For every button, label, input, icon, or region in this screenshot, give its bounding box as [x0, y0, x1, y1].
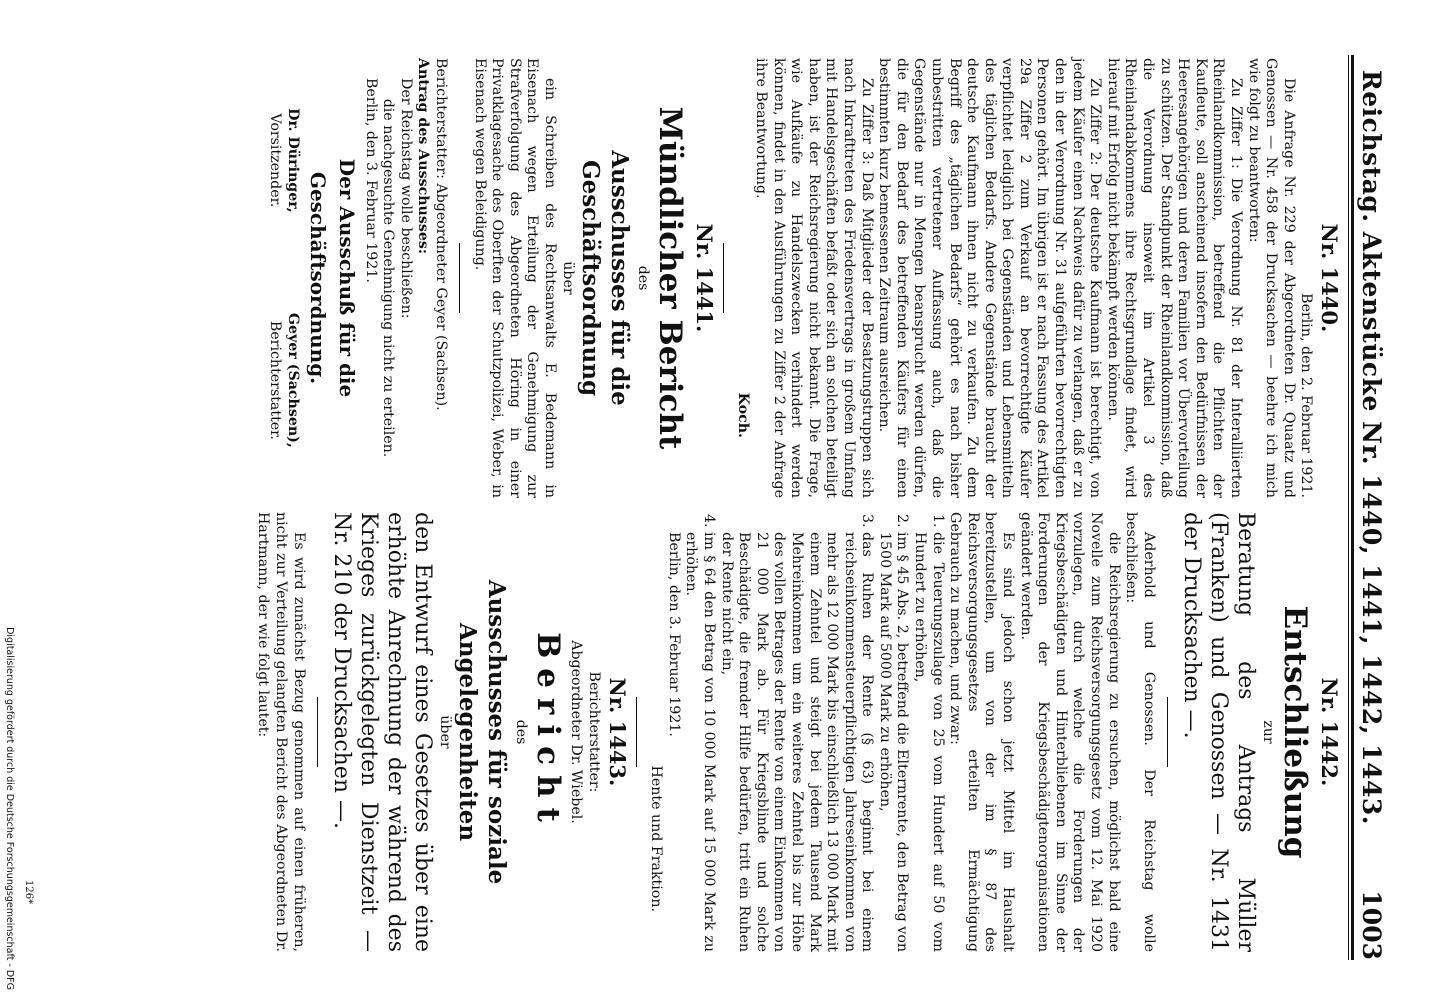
body-1443: den Entwurf eines Gesetzes über eine erhöhte Anrechnung der während des Krieges zurückgelegten Dienstzeit — Nr. 210 der Drucksachen —. — [328, 512, 435, 952]
antrag-text-2: die nachgesuchte Genehmigung nicht zu erteilen. — [380, 98, 397, 458]
reporter-1443-label: Berichterstatter: — [586, 671, 602, 793]
heading-nr-1443: Nr. 1443. — [604, 677, 630, 787]
signatures-1441 — [266, 58, 301, 498]
paragraph: Zu Ziffer 1: Die Verordnung Nr. 81 der Interalliierten Rheinlandkommission, betreffend die Pflichten der Kaufleute, soll anscheinend insofern den Bedürfnissen der Heeresangehörigen und deren Familien vor Übervorteilung zu schützen. Der Standpunkt der Rheinlandkommission, daß die Verordnung insoweit im Artikel 3 des Rheinlandabkommens ihre Rechtsgrundlage findet, wird hierauf mit Erfolg nicht bekämpft werden können. — [1104, 58, 1245, 498]
signer-reporter-role: Berichterstatter. — [267, 320, 284, 440]
header-rule — [1351, 55, 1354, 960]
list-item: 1. die Teuerungszulage von 25 vom Hundert auf 50 vom Hundert zu erhöhen, — [911, 532, 946, 952]
signature-1440: Koch. — [735, 392, 752, 438]
subtitle-1441: Ausschusses für die Geschäftsordnung — [576, 150, 633, 406]
page-number: 1003 — [1357, 890, 1386, 960]
antrag-text: Der Reichstag wolle beschließen: — [397, 78, 414, 319]
title-1443: Bericht — [529, 632, 566, 832]
signer-chair-role: Vorsitzender. — [267, 113, 284, 208]
des-label: des — [512, 719, 529, 745]
paragraph: Zu Ziffer 3: Daß Mitglieder der Besatzungstruppen sich nach Inkrafttreten des Friedensvertrags in großem Umfang mit Handelsgeschäften befaßt oder sich an solchen beteiligt haben, ist der Reichsregierung nicht bekannt. Die Frage, wie Aufkäufe zu Handelszwecken verhindert werden können, findet in den Ausführungen zu Ziffer 2 der Anfrage ihre Beantwortung. — [753, 58, 875, 498]
title-1441: Mündlicher Bericht — [652, 106, 689, 450]
date-1440: Berlin, den 2. Februar 1921. — [1298, 293, 1315, 498]
title-1442: Entschließung — [1277, 605, 1314, 859]
zur-label: zur — [1260, 720, 1277, 744]
header-rule-thin — [1348, 55, 1349, 960]
signer-chair: Dr. Düringer, — [285, 108, 302, 213]
right-column — [254, 512, 1344, 952]
list-item: 2. im § 45 Abs. 2, betreffend die Elternrente, den Betrag von 1500 Mark auf 5000 Mark zu erhöhen, — [875, 532, 910, 952]
divider — [636, 697, 637, 767]
subtitle-1443: Ausschusses für soziale Angelegenheiten — [454, 579, 511, 885]
divider — [317, 697, 318, 767]
des-label: des — [635, 265, 652, 291]
header-title: Reichstag. Aktenstücke Nr. 1440, 1441, 1442, 1443. — [1357, 70, 1386, 825]
sheet-number: 126* — [23, 880, 34, 905]
ueber-label: über — [437, 715, 454, 749]
ueber-label: über — [559, 261, 576, 295]
paragraph: Die Anfrage Nr. 229 der Abgeordneten Dr. Quaatz und Genossen — Nr. 458 der Drucksachen — beehre ich mich wie folgt zu beantworten: — [1245, 58, 1297, 498]
divider — [723, 243, 724, 313]
reporter-1441: Berichterstatter: Abgeordneter Geyer (Sachsen). — [433, 58, 450, 411]
paragraph: ein Schreiben des Rechtsanwalts E. Bedemann in Eisenach wegen Erteilung der Genehmigung zur Strafverfolgung des Abgeordneten Höring in einer Privatklagesache des Oberften der Schutzpolizei, Weber, in Eisenach wegen Beleidigung. — [471, 58, 559, 498]
signer-reporter: Geyer (Sachsen), — [285, 312, 302, 448]
list-item: 4. im § 64 den Betrag von 10 000 Mark auf 15 000 Mark zu erhöhen. — [682, 532, 717, 952]
date-1442: Berlin, den 3. Februar 1921. — [665, 532, 682, 737]
page-header — [1356, 70, 1386, 960]
demands-list — [682, 512, 946, 952]
antrag-label: Antrag des Ausschusses: — [415, 58, 432, 255]
paragraph: Zu Ziffer 2: Der deutsche Kaufmann ist berechtigt, von jedem Käufer einen Nachweis dafür zu verlangen, daß er zu den in der Verordnung Nr. 31 aufgeführten bevorrechtigten Personen gehört. Im übrigen ist er nach Fassung des Artikel 29a Ziffer 2 zum Verkauf an bevorrechtigte Käufer verpflichtet lediglich bei Gegenständen und Lebensmitteln des täglichen Bedarfs. Andere Gegenstände braucht der deutsche Kaufmann ihnen nicht zu verkaufen. Zu dem Begriff des „täglichen Bedarfs“ gehört es nach bisher unbestritten vertretener Auffassung auch, daß die Gegenstände nur in Mengen beansprucht werden dürfen, die für den Bedarf des betreffenden Käufers für einen bestimmten kurz bemessenen Zeitraum ausreichen. — [876, 58, 1104, 498]
paragraph: die Reichsregierung zu ersuchen, möglichst bald eine Novelle zum Reichsversorgungsgesetz vom 12. Mai 1920 vorzulegen, durch welche die Forderungen der Kriegsbeschädigten und Hinterbliebenen im Sinne der Forderungen der Kriegsbeschädigtenorganisationen geändert werden. — [1017, 512, 1122, 952]
divider — [459, 243, 460, 313]
heading-nr-1441: Nr. 1441. — [691, 223, 717, 333]
committee-1441: Der Ausschuß für die Geschäftsordnung. — [306, 158, 360, 398]
heading-nr-1440: Nr. 1440. — [1317, 223, 1342, 333]
subtitle-1442: Beratung des Antrags Müller (Franken) und Genossen — Nr. 1431 der Drucksachen —. — [1178, 512, 1258, 952]
heading-nr-1442: Nr. 1442. — [1317, 677, 1342, 787]
paragraph: Es sind jedoch schon jetzt Mittel im Haushalt bereitzustellen, um von der im § 87 des Reichsversorgungsgesetzes erteilten Ermächtigung Gebrauch zu machen, und zwar: — [947, 512, 1017, 952]
list-item: 3. das Ruhen der Rente (§ 63) beginnt bei einem reichseinkommensteuerpflichtigen Jahreseinkommen von mehr als 12 000 Mark bis einschließlich 13 000 Mark mit einem Zehntel und steigt bei jedem Tausend Mark Mehreinkommen um ein weiteres Zehntel bis zur Höhe des vollen Betrages der Rente von einem Einkommen von 21 000 Mark ab. Für Kriegsblinde und solche Beschädigte, die fremder Hilfe bedürfen, tritt ein Ruhen der Rente nicht ein, — [717, 532, 875, 952]
signature-1442: Hente und Fraktion. — [648, 765, 665, 912]
date-1441: Berlin, den 3. Februar 1921. — [362, 78, 379, 283]
left-column — [266, 58, 1344, 498]
paragraph: Es wird zunächst Bezug genommen auf einen früheren, nicht zur Verteilung gelangten Bericht des Abgeordneten Dr. Hartmann, der wie folgt lautet: — [255, 512, 307, 952]
digitization-credit: Digitalisierung gefördert durch die Deutsche Forschungsgemeinschaft - DFG — [4, 627, 15, 990]
intro-1442: Aderhold und Genossen. Der Reichstag wolle beschließen: — [1123, 512, 1157, 952]
reporter-1443-name: Abgeordneter Dr. Wiebel. — [568, 640, 585, 824]
divider — [1167, 697, 1168, 767]
